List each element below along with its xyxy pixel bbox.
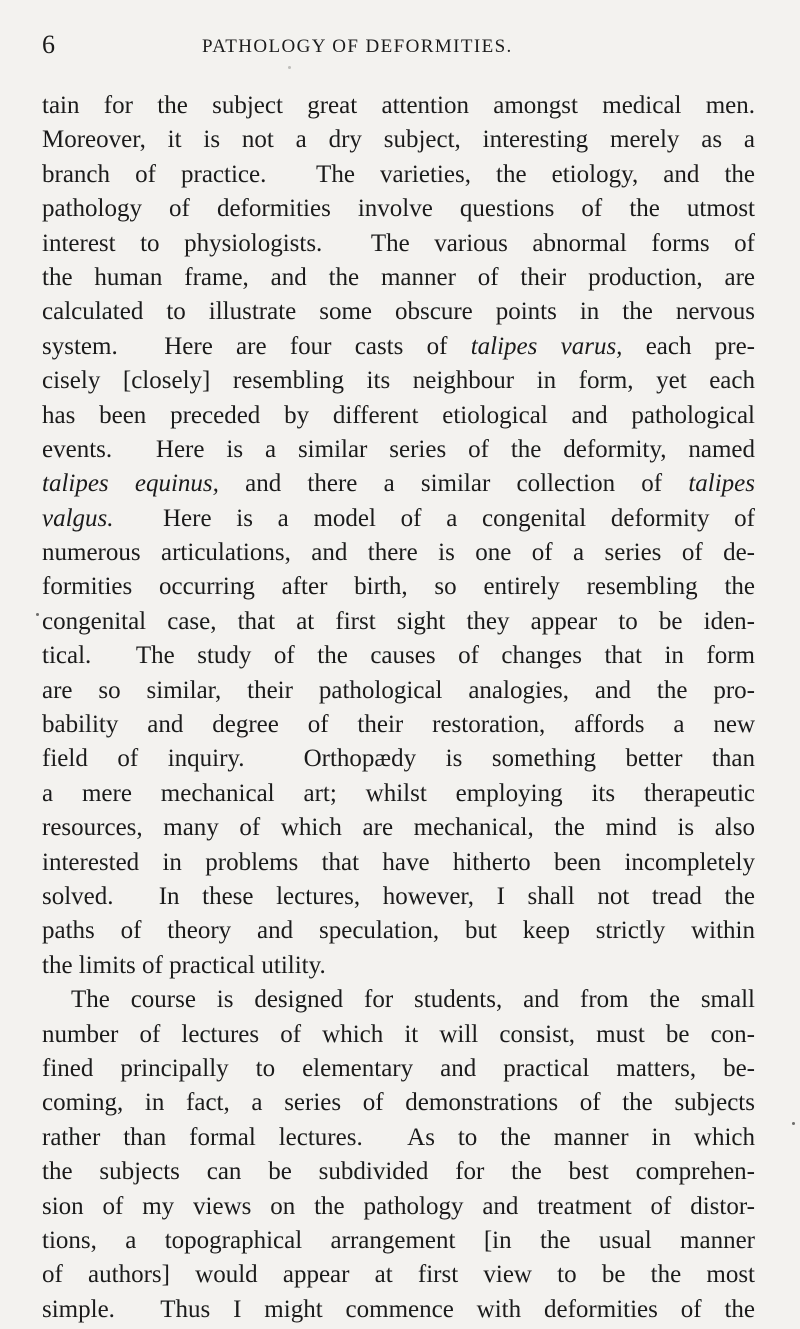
text-segment: The course is designed for students, and from the small xyxy=(71,986,755,1014)
print-speck xyxy=(288,66,291,69)
text-segment: branch of practice. The varieties, the etiology, and the xyxy=(42,160,755,188)
italic-term: talipes equinus, xyxy=(42,470,219,498)
text-line xyxy=(42,811,755,845)
text-line xyxy=(42,742,755,776)
text-segment: tions, a topographical arrangement [in the usual manner xyxy=(42,1226,755,1254)
text-line xyxy=(42,123,755,157)
text-line xyxy=(42,1155,755,1189)
text-line xyxy=(42,295,755,329)
text-line xyxy=(42,777,755,811)
italic-term: valgus. xyxy=(42,504,114,532)
body-text xyxy=(42,89,755,1327)
text-segment: and there a similar collection of xyxy=(218,470,689,498)
text-segment: tical. The study of the causes of changes that in form xyxy=(42,642,755,670)
text-segment: of authors] would appear at first view to be the most xyxy=(42,1261,755,1289)
text-segment: the subjects can be subdivided for the best comprehen- xyxy=(42,1158,755,1186)
text-line xyxy=(42,708,755,742)
text-line xyxy=(42,227,755,261)
print-speck xyxy=(792,1122,795,1125)
text-line xyxy=(42,846,755,880)
text-line xyxy=(42,1121,755,1155)
text-line xyxy=(42,949,755,983)
text-line xyxy=(42,639,755,673)
text-segment: Here is a model of a congenital deformity of xyxy=(113,504,755,532)
text-line xyxy=(42,1190,755,1224)
text-segment: congenital case, that at first sight they appear to be iden- xyxy=(42,607,755,635)
text-segment: calculated to illustrate some obscure points in the nervous xyxy=(42,298,755,326)
text-line xyxy=(42,983,755,1017)
text-line xyxy=(42,1293,755,1327)
text-line xyxy=(42,502,755,536)
text-segment: each pre- xyxy=(622,332,755,360)
text-line xyxy=(42,399,755,433)
text-line xyxy=(42,261,755,295)
text-segment: Moreover, it is not a dry subject, interesting merely as a xyxy=(42,126,755,154)
italic-term: talipes varus, xyxy=(470,332,623,360)
text-line xyxy=(42,1258,755,1292)
text-segment: coming, in fact, a series of demonstrations of the subjects xyxy=(42,1089,755,1117)
text-line xyxy=(42,1086,755,1120)
text-segment: the human frame, and the manner of their production, are xyxy=(42,263,755,291)
text-segment: interest to physiologists. The various abnormal forms of xyxy=(42,229,755,257)
text-segment: fined principally to elementary and practical matters, be- xyxy=(42,1054,755,1082)
text-line xyxy=(42,570,755,604)
text-line xyxy=(42,1018,755,1052)
page-number: 6 xyxy=(42,30,56,59)
text-segment: events. Here is a similar series of the deformity, named xyxy=(42,435,755,463)
text-line xyxy=(42,467,755,501)
text-line xyxy=(42,330,755,364)
text-line xyxy=(42,605,755,639)
text-segment: sion of my views on the pathology and treatment of distor- xyxy=(42,1192,755,1220)
italic-term: talipes xyxy=(688,470,755,498)
text-line xyxy=(42,192,755,226)
text-line xyxy=(42,1052,755,1086)
text-segment: a mere mechanical art; whilst employing its therapeutic xyxy=(42,779,755,807)
text-segment: are so similar, their pathological analogies, and the pro- xyxy=(42,676,755,704)
text-line xyxy=(42,880,755,914)
text-line xyxy=(42,674,755,708)
running-head-title: PATHOLOGY OF DEFORMITIES. xyxy=(202,36,513,57)
text-segment: has been preceded by different etiological and pathological xyxy=(42,401,755,429)
text-line xyxy=(42,536,755,570)
text-segment: number of lectures of which it will consist, must be con- xyxy=(42,1020,755,1048)
text-segment: resources, many of which are mechanical, the mind is also xyxy=(42,814,755,842)
text-segment: cisely [closely] resembling its neighbour in form, yet each xyxy=(42,367,755,395)
text-line xyxy=(42,89,755,123)
text-line xyxy=(42,364,755,398)
text-segment: field of inquiry. Orthopædy is something better than xyxy=(42,745,755,773)
text-segment: tain for the subject great attention amongst medical men. xyxy=(42,92,755,119)
text-line xyxy=(42,914,755,948)
text-segment: solved. In these lectures, however, I shall not tread the xyxy=(42,882,755,910)
text-segment: formities occurring after birth, so entirely resembling the xyxy=(42,573,755,601)
text-line xyxy=(42,1224,755,1258)
text-segment: interested in problems that have hitherto been incompletely xyxy=(42,848,755,876)
text-segment: numerous articulations, and there is one of a series of de- xyxy=(42,539,755,567)
text-segment: rather than formal lectures. As to the manner in which xyxy=(42,1123,755,1151)
text-segment: bability and degree of their restoration, affords a new xyxy=(42,711,755,739)
text-segment: the limits of practical utility. xyxy=(42,951,326,979)
text-line xyxy=(42,433,755,467)
text-line xyxy=(42,158,755,192)
text-segment: system. Here are four casts of xyxy=(42,332,471,360)
print-speck xyxy=(36,613,39,616)
running-head xyxy=(42,31,757,59)
text-segment: simple. Thus I might commence with deformities of the xyxy=(42,1295,755,1323)
text-segment: pathology of deformities involve questions of the utmost xyxy=(42,195,755,223)
text-segment: paths of theory and speculation, but keep strictly within xyxy=(42,917,755,945)
